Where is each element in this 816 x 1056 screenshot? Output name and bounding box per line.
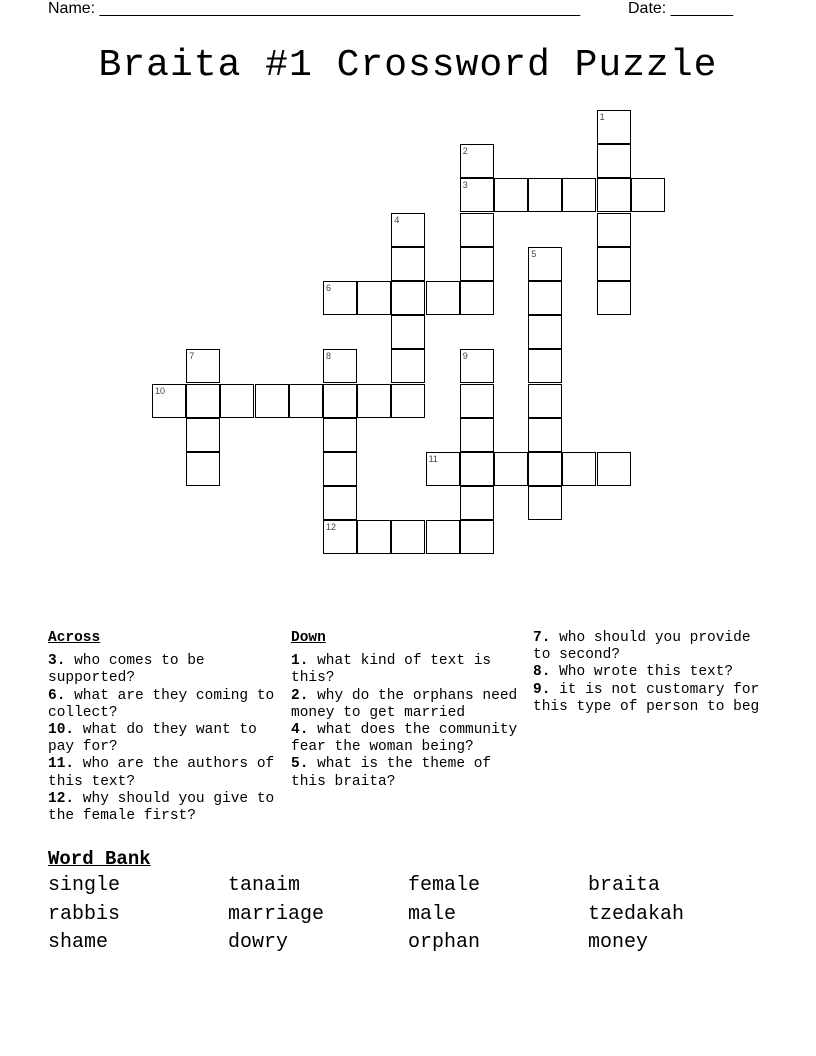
clue-number: 9 <box>462 351 468 362</box>
grid-cell[interactable] <box>494 452 528 486</box>
clue-across-11: 11. who are the authors of this text? <box>48 756 275 790</box>
grid-cell[interactable] <box>528 384 562 418</box>
grid-cell[interactable] <box>357 384 391 418</box>
grid-cell[interactable] <box>152 384 186 418</box>
clue-across-3: 3. who comes to be supported? <box>48 653 205 687</box>
grid-cell[interactable] <box>528 349 562 383</box>
grid-cell[interactable] <box>323 349 357 383</box>
word-bank-word: female <box>408 874 481 897</box>
clue-across-6: 6. what are they coming to collect? <box>48 687 275 721</box>
grid-cell[interactable] <box>460 418 494 452</box>
grid-cell[interactable] <box>357 520 391 554</box>
clue-down-4: 4. what does the community fear the woman being? <box>291 722 518 756</box>
clue-number: 4 <box>394 214 400 225</box>
grid-cell[interactable] <box>460 452 494 486</box>
grid-cell[interactable] <box>220 384 254 418</box>
grid-cell[interactable] <box>460 144 494 178</box>
grid-cell[interactable] <box>528 418 562 452</box>
grid-cell[interactable] <box>528 247 562 281</box>
clue-number: 8 <box>326 351 332 362</box>
clue-number: 2 <box>462 146 468 157</box>
grid-cell[interactable] <box>323 418 357 452</box>
grid-cell[interactable] <box>460 178 494 212</box>
word-bank-word: rabbis <box>48 902 121 926</box>
grid-cell[interactable] <box>528 486 562 520</box>
grid-cell[interactable] <box>597 110 631 144</box>
grid-cell[interactable] <box>494 178 528 212</box>
grid-cell[interactable] <box>426 520 460 554</box>
grid-cell[interactable] <box>323 452 357 486</box>
grid-cell[interactable] <box>460 213 494 247</box>
word-bank-word: shame <box>48 931 109 954</box>
across-heading: Across <box>48 630 101 646</box>
word-bank-word: money <box>588 931 649 954</box>
clue-number: 1 <box>599 112 605 122</box>
clue-number: 7 <box>189 351 195 362</box>
clue-down-5: 5. what is the theme of this braita? <box>291 756 492 790</box>
grid-cell[interactable] <box>391 281 425 315</box>
word-bank-word: dowry <box>228 931 289 954</box>
word-bank-title: Word Bank <box>48 848 151 870</box>
grid-cell[interactable] <box>391 384 425 418</box>
grid-cell[interactable] <box>562 178 596 212</box>
clue-number: 11 <box>428 454 438 464</box>
down-clues <box>291 630 531 791</box>
grid-cell[interactable] <box>357 281 391 315</box>
grid-cell[interactable] <box>391 315 425 349</box>
word-bank-word: marriage <box>228 902 325 926</box>
clue-across-12: 12. why should you give to the female first? <box>48 790 275 825</box>
grid-cell[interactable] <box>460 349 494 383</box>
page-title: Braita #1 Crossword Puzzle <box>98 44 718 87</box>
grid-cell[interactable] <box>597 247 631 281</box>
grid-cell[interactable] <box>597 452 631 486</box>
clue-across-10: 10. what do they want to pay for? <box>48 722 257 756</box>
grid-cell[interactable] <box>528 315 562 349</box>
grid-cell[interactable] <box>186 349 220 383</box>
clue-down-1: 1. what kind of text is this? <box>291 653 492 687</box>
grid-cell[interactable] <box>391 349 425 383</box>
grid-cell[interactable] <box>323 486 357 520</box>
across-clues <box>48 630 288 825</box>
grid-cell[interactable] <box>426 452 460 486</box>
grid-cell[interactable] <box>391 213 425 247</box>
grid-cell[interactable] <box>528 281 562 315</box>
word-bank-word: braita <box>588 874 661 897</box>
grid-cell[interactable] <box>631 178 665 212</box>
grid-cell[interactable] <box>460 281 494 315</box>
word-bank-word: single <box>48 874 121 897</box>
word-bank-word: orphan <box>408 931 481 954</box>
grid-cell[interactable] <box>460 486 494 520</box>
word-bank-word: tzedakah <box>588 902 685 926</box>
grid-cell[interactable] <box>186 418 220 452</box>
grid-cell[interactable] <box>597 144 631 178</box>
grid-cell[interactable] <box>186 384 220 418</box>
grid-cell[interactable] <box>289 384 323 418</box>
grid-cell[interactable] <box>597 178 631 212</box>
grid-cell[interactable] <box>460 384 494 418</box>
clue-number: 5 <box>531 248 537 259</box>
grid-cell[interactable] <box>528 452 562 486</box>
clue-down-2: 2. why do the orphans need money to get married <box>291 687 518 721</box>
grid-cell[interactable] <box>426 281 460 315</box>
grid-cell[interactable] <box>391 520 425 554</box>
clue-number: 3 <box>462 180 468 191</box>
word-bank-word: tanaim <box>228 874 301 897</box>
down-clues-continued <box>533 630 773 716</box>
date-field-label: Date: _______ <box>628 0 733 17</box>
name-field-label: Name: ______________________________________________________ <box>48 0 581 17</box>
clue-down-7: 7. who should you provide to second? <box>533 630 751 664</box>
clue-down-8: 8. Who wrote this text? <box>533 664 734 681</box>
grid-cell[interactable] <box>528 178 562 212</box>
grid-cell[interactable] <box>391 247 425 281</box>
grid-cell[interactable] <box>562 452 596 486</box>
grid-cell[interactable] <box>460 520 494 554</box>
grid-cell[interactable] <box>323 384 357 418</box>
grid-cell[interactable] <box>323 281 357 315</box>
grid-cell[interactable] <box>255 384 289 418</box>
clue-number: 10 <box>155 385 166 396</box>
grid-cell[interactable] <box>460 247 494 281</box>
clue-number: 6 <box>326 283 332 293</box>
grid-cell[interactable] <box>186 452 220 486</box>
down-heading: Down <box>291 630 326 646</box>
word-bank-word: male <box>408 902 457 926</box>
grid-cell[interactable] <box>323 520 357 554</box>
clue-number: 12 <box>326 522 337 533</box>
grid-cell[interactable] <box>597 281 631 315</box>
grid-cell[interactable] <box>597 213 631 247</box>
clue-down-9: 9. it is not customary for this type of person to beg <box>533 681 760 715</box>
